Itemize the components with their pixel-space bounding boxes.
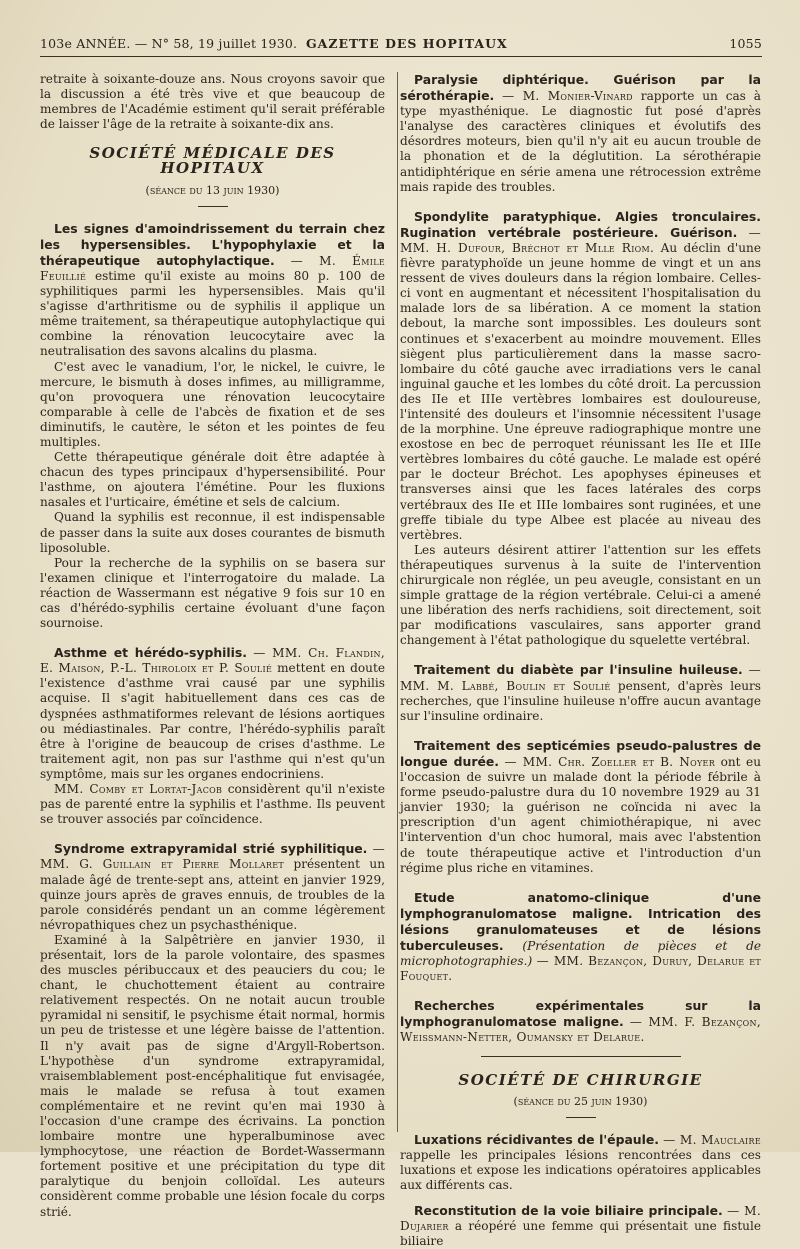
article-text: mettent en doute l'existence d'asthme vrai causé par une syphilis acquise. Il s'agit habituellement dans ces cas de dyspnées asthmatiformes relevant de lésions aortiques ou médiastinales. Par contre, l'hérédo-syphilis paraît être à l'origine de beaucoup de crises d'asthme. Le traitement agit, non pas sur l'asthme qui n'est qu'un symptôme, mais sur les organes endocriniens. bbox=[40, 661, 385, 781]
article-paragraph bbox=[400, 998, 761, 1045]
left-column bbox=[40, 72, 385, 1220]
article-authors: — M. Monier-Vinard bbox=[502, 89, 633, 104]
society-session: (séance du 13 juin 1930) bbox=[145, 183, 280, 197]
section-rule bbox=[481, 1056, 681, 1057]
society-title: SOCIÉTÉ DE CHIRURGIE bbox=[458, 1070, 703, 1089]
article-authors: — MM. H. Dufour, Bréchot et Mlle Riom. bbox=[400, 225, 761, 255]
article-text: Au déclin d'une fièvre paratyphoïde un jeune homme de vingt et un ans ressent de vives douleurs dans la région lombaire. Celles-ci vont en augmentant et nécessitent l'hospitalisation du malade lors de sa libération. A ce moment la station debout, la marche sont impossibles. Les douleurs sont continues et s'exacerbent au moindre mouvement. Elles siègent plus particulièrement dans la masse sacro-lombaire du côté gauche avec irradiations vers le canal inguinal gauche et les lombes du côté droit. La percussion des IIe et IIIe vertèbres lombaires est douloureuse, l'intensité des douleurs et l'insomnie nécessitent l'usage de la morphine. Une épreuve radiographique montre une exostose en bec de perroquet réunissant les IIe et IIIe vertèbres lombaires du côté gauche. Le malade est opéré par le docteur Bréchot. Les apophyses épineuses et transverses ainsi que les faces latérales des corps vertébraux des IIe et IIIe lombaires sont ruginées, et une greffe tibiale du type Albee est placée au niveau des vertèbres. bbox=[400, 240, 761, 542]
article-paragraph: Les auteurs désirent attirer l'attention sur les effets thérapeutiques survenus à la suite de l'intervention chirurgicale non réglée, un peu aveugle, consistant en un simple grattage de la région vertébrale. Celui-ci a amené une libération des nerfs rachidiens, soit directement, soit par modifications vasculaires, sans apporter grand changement à l'état pathologique du squelette vertébral. bbox=[400, 542, 761, 648]
article-paragraph bbox=[400, 738, 761, 876]
article-authors: — MM. F. Bezançon, Weissmann-Netter, Oumansky et Delarue. bbox=[400, 1015, 761, 1045]
article-paragraph: Pour la recherche de la syphilis on se basera sur l'examen clinique et l'interrogatoire du malade. La réaction de Wassermann est négative 9 fois sur 10 en cas d'hérédo-syphilis certaine évoluant d'une façon sournoise. bbox=[40, 555, 385, 631]
article-title: Etude anatomo-clinique d'une lymphogranulomatose maligne. Intrication des lésions granulomateuses et de lésions tuberculeuses. bbox=[400, 889, 761, 953]
article-title: Spondylite paratyphique. Algies tronculaires. Rugination vertébrale postérieure. Guérison. bbox=[400, 208, 761, 240]
article-paragraph: Cette thérapeutique générale doit être adaptée à chacun des types principaux d'hypersensibilité. Pour l'asthme, on ajoutera l'émétine. Pour les fluxions nasales et l'urticaire, émétine et sels de calcium. bbox=[40, 450, 385, 510]
article-paragraph: Examiné à la Salpêtrière en janvier 1930, il présentait, lors de la parole volontaire, des spasmes des muscles péribuccaux et des peauciers du cou; le chant, le chuchottement étaient au contraire relativement respectés. On ne notait aucun trouble pyramidal ni sensitif, le psychisme était normal, hormis un peu de tristesse et une légère baisse de l'attention. Il n'y avait pas de signe d'Argyll-Robertson. L'hypothèse d'un syndrome extrapyramidal, vraisemblablement post-encéphalitique fut envisagée, mais le malade se refusa à tout examen complémentaire et ne revint qu'en mai 1930 à l'occasion d'une crampe des écrivains. La ponction lombaire montre une hyperalbuminose avec lymphocytose, une réaction de Bordet-Wassermann fortement positive et une précipitation du type dit paralytique du benjoin colloïdal. Les auteurs considèrent comme probable une lésion focale du corps strié. bbox=[40, 932, 385, 1219]
article-authors: — M. Dujarier bbox=[400, 1204, 761, 1234]
society-session: (séance du 25 juin 1930) bbox=[513, 1094, 648, 1108]
article-text: considèrent qu'il n'existe pas de parenté entre la syphilis et l'asthme. Ils peuvent se trouver associés par coïncidence. bbox=[40, 782, 385, 827]
article-title: Luxations récidivantes de l'épaule. bbox=[414, 1131, 659, 1147]
column-rule bbox=[397, 72, 398, 1132]
article-subtitle: (Présentation de pièces et de microphotographies.) bbox=[400, 938, 761, 969]
article-text: pensent, d'après leurs recherches, que l'insuline huileuse n'offre aucun avantage sur l'insuline ordinaire. bbox=[400, 678, 761, 723]
article-authors: — M. Émile Feuillié bbox=[40, 253, 385, 283]
article-text: a réopéré une femme qui présentait une fistule biliaire bbox=[400, 1219, 761, 1249]
right-column bbox=[400, 72, 761, 1249]
article-title: Asthme et hérédo-syphilis. bbox=[54, 645, 247, 661]
article-authors: MM. Comby et Lortat-Jacob bbox=[54, 782, 223, 797]
page-number: 1055 bbox=[729, 36, 762, 51]
article-paragraph bbox=[40, 841, 385, 933]
article-text: estime qu'il existe au moins 80 p. 100 de syphilitiques parmi les hypersensibles. Mais qu'il s'agisse d'arthritisme ou de syphilis il applique un même traitement, sa thérapeutique autophylactique qui combine la rénovation leucocytaire avec la neutralisation des savons alcalins du plasma. bbox=[40, 268, 385, 359]
article-paragraph bbox=[400, 1132, 761, 1193]
article-paragraph bbox=[400, 209, 761, 543]
issue-info: 103e ANNÉE. — N° 58, 19 juillet 1930. bbox=[40, 36, 298, 51]
article-paragraph bbox=[400, 890, 761, 985]
article-authors: — MM. Ch. Flandin, E. Maison, P.-L. Thiroloix et P. Soulié bbox=[40, 646, 385, 676]
page-header bbox=[40, 36, 762, 56]
article-paragraph bbox=[400, 72, 761, 195]
article-authors: — MM. G. Guillain et Pierre Mollaret bbox=[40, 842, 385, 872]
article-title: Recherches expérimentales sur la lymphogranulomatose maligne. bbox=[400, 998, 761, 1030]
article-paragraph bbox=[400, 1203, 761, 1249]
article-authors: — MM. Bezançon, Duruy, Delarue et Fouquet. bbox=[400, 954, 761, 984]
society-title: SOCIÉTÉ MÉDICALE DES HOPITAUX bbox=[89, 144, 336, 178]
article-paragraph bbox=[40, 645, 385, 782]
article-paragraph bbox=[40, 782, 385, 827]
article-authors: — MM. M. Labbé, Boulin et Soulié bbox=[400, 663, 761, 693]
article-title: Syndrome extrapyramidal strié syphilitique. bbox=[54, 841, 368, 857]
header-rule bbox=[40, 56, 762, 57]
article-title: Traitement du diabète par l'insuline huileuse. bbox=[414, 662, 743, 678]
article-text: rapporte un cas à type myasthénique. Le diagnostic fut posé d'après l'analyse des caractères cliniques et évolutifs des désordres moteurs, bien qu'il n'y ait eu aucun trouble de la phonation et de la déglutition. La sérothérapie antidiphtérique en série amena une rétrocession extrême mais rapide des troubles. bbox=[400, 89, 761, 194]
article-paragraph bbox=[400, 662, 761, 723]
section-rule bbox=[198, 206, 228, 207]
article-paragraph: Quand la syphilis est reconnue, il est indispensable de passer dans la suite aux doses courantes de bismuth liposoluble. bbox=[40, 510, 385, 555]
article-authors: — M. Mauclaire bbox=[663, 1132, 761, 1147]
article-title: Traitement des septicémies pseudo-palustres de longue durée. bbox=[400, 737, 761, 769]
article-text: présentent un malade âgé de trente-sept ans, atteint en janvier 1929, quinze jours après de graves ennuis, de troubles de la parole considérés pendant un an comme légèrement névropathiques chez un psychasthénique. bbox=[40, 857, 385, 932]
article-text: ont eu l'occasion de suivre un malade dont la période fébrile à forme pseudo-palustre dura du 10 novembre 1929 au 31 janvier 1930; la guérison ne coïncida ni avec la prescription d'un agent chimiothérapique, ni avec l'intervention d'un choc humoral, mais avec l'abstention de toute thérapeutique active et l'introduction d'un régime plus riche en vitamines. bbox=[400, 754, 761, 875]
intro-paragraph: retraite à soixante-douze ans. Nous croyons savoir que la discussion a été très vive et que beaucoup de membres de l'Académie estiment qu'il serait préférable de laisser l'âge de la retraite à soixante-dix ans. bbox=[40, 72, 385, 132]
article-paragraph: C'est avec le vanadium, l'or, le nickel, le cuivre, le mercure, le bismuth à doses infimes, au milligramme, qu'on provoquera une rénovation leucocytaire comparable à celle de l'abcès de fixation et de ses diminutifs, le cautère, le séton et les pointes de feu multiples. bbox=[40, 359, 385, 449]
article-title: Les signes d'amoindrissement du terrain chez les hypersensibles. L'hypophylaxie et la thérapeutique autophylactique. bbox=[40, 220, 385, 268]
journal-title: GAZETTE DES HOPITAUX bbox=[306, 36, 508, 51]
article-paragraph bbox=[40, 221, 385, 360]
section-rule bbox=[566, 1117, 596, 1118]
article-title: Paralysie diphtérique. Guérison par la sérothérapie. bbox=[400, 72, 761, 104]
article-authors: — MM. Chr. Zoeller et B. Noyer bbox=[504, 754, 716, 769]
article-text: rappelle les principales lésions rencontrées dans ces luxations et expose les indications opératoires applicables aux différents cas. bbox=[400, 1147, 761, 1192]
article-title: Reconstitution de la voie biliaire principale. bbox=[414, 1203, 723, 1219]
